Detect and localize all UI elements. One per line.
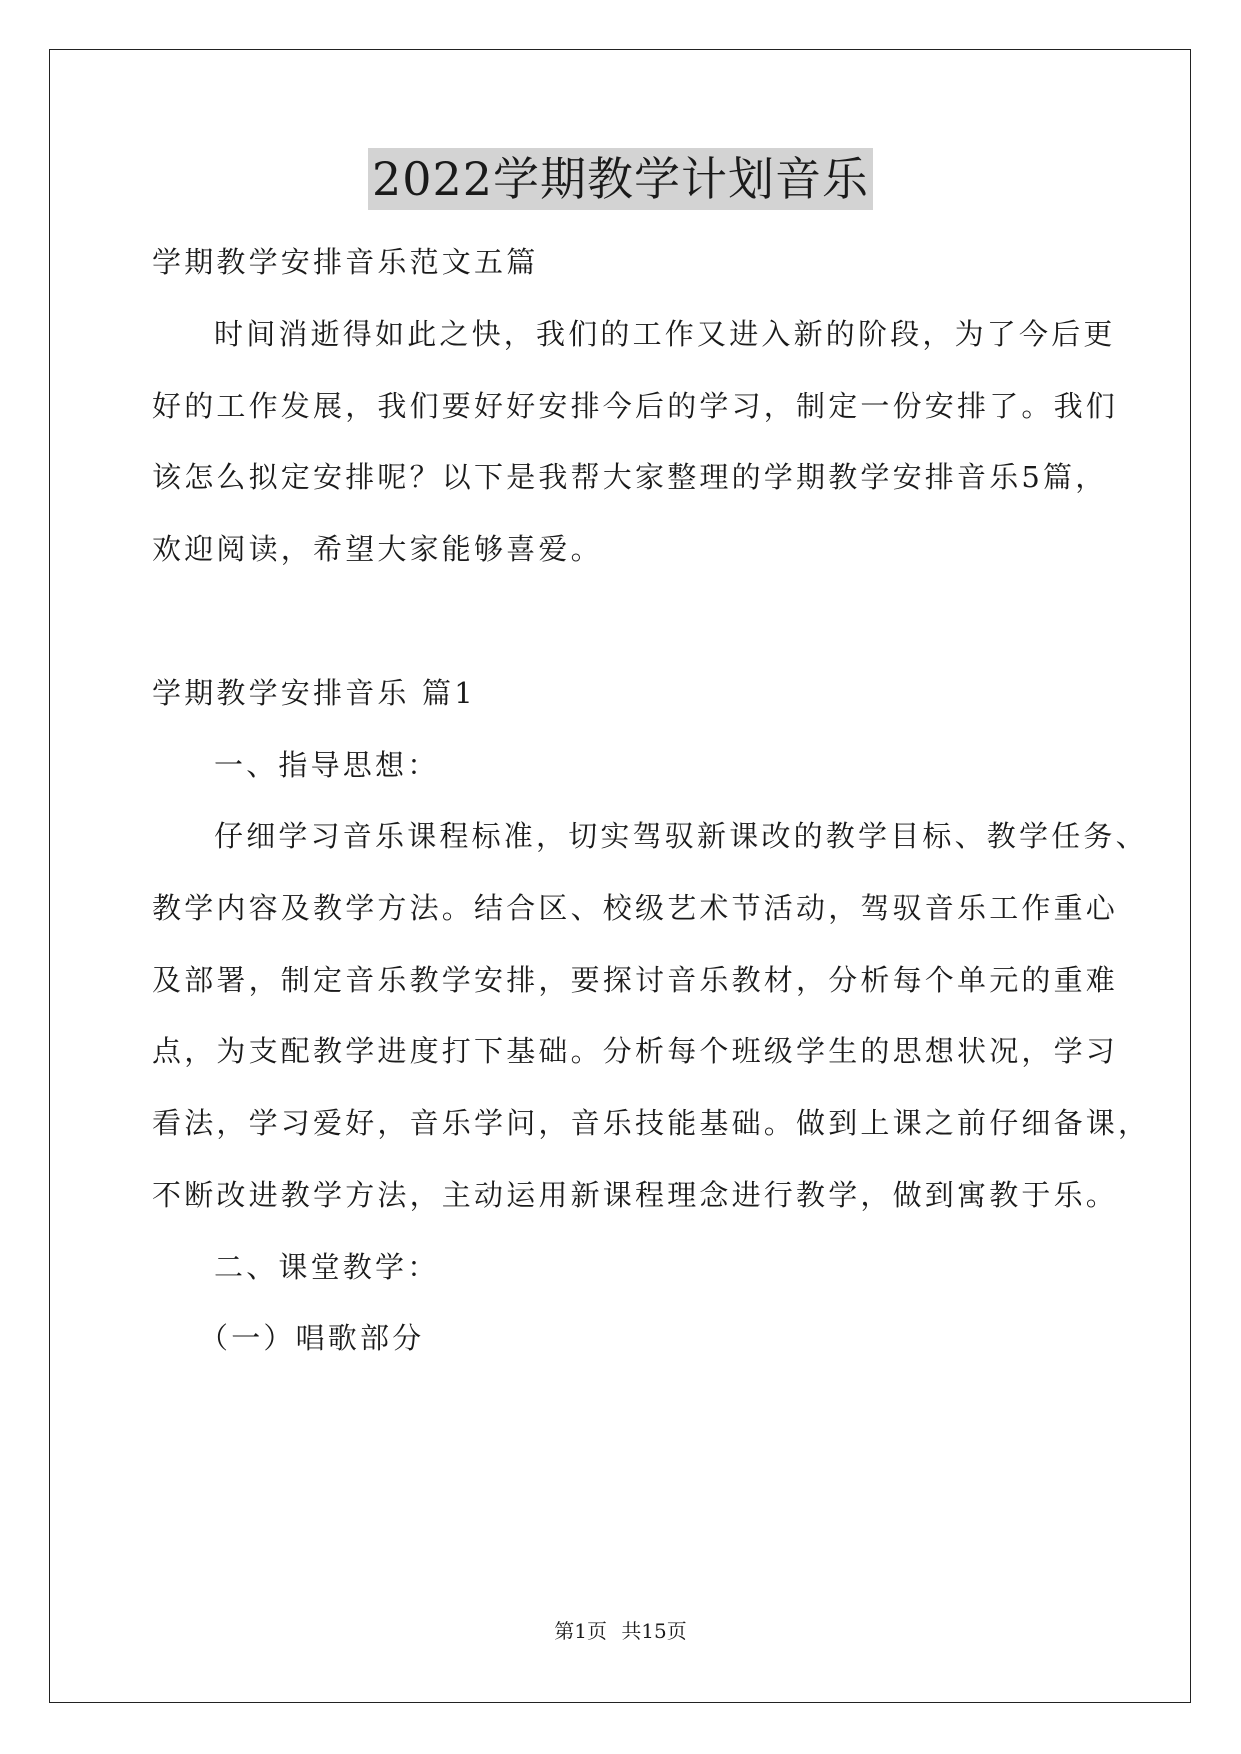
subsection-heading: 二、课堂教学： (214, 1250, 440, 1284)
page-total: 共15页 (621, 1619, 687, 1643)
title-container (0, 148, 1241, 210)
paragraph-line: 教学内容及教学方法。结合区、校级艺术节活动，驾驭音乐工作重心 (152, 891, 1119, 925)
subsection-heading: 一、指导思想： (214, 748, 440, 782)
paragraph-line: 不断改进教学方法，主动运用新课程理念进行教学，做到寓教于乐。 (152, 1178, 1119, 1212)
page-number: 第1页 (554, 1619, 607, 1643)
subsection-heading: （一）唱歌部分 (199, 1321, 425, 1355)
document-title: 2022学期教学计划音乐 (368, 148, 873, 210)
paragraph-line: 及部署，制定音乐教学安排，要探讨音乐教材，分析每个单元的重难 (152, 963, 1119, 997)
subtitle-line: 学期教学安排音乐范文五篇 (152, 245, 539, 279)
paragraph-line: 看法，学习爱好，音乐学问，音乐技能基础。做到上课之前仔细备课， (152, 1106, 1151, 1140)
page-footer (0, 1617, 1241, 1645)
paragraph-line: 仔细学习音乐课程标准，切实驾驭新课改的教学目标、教学任务、 (214, 819, 1148, 853)
page-border (49, 49, 1191, 1703)
paragraph-line: 时间消逝得如此之快，我们的工作又进入新的阶段，为了今后更 (214, 317, 1116, 351)
paragraph-line: 该怎么拟定安排呢？以下是我帮大家整理的学期教学安排音乐5篇， (152, 460, 1108, 494)
paragraph-line: 好的工作发展，我们要好好安排今后的学习，制定一份安排了。我们 (152, 389, 1119, 423)
paragraph-line: 欢迎阅读，希望大家能够喜爱。 (152, 532, 603, 566)
section-heading: 学期教学安排音乐 篇1 (152, 676, 476, 710)
paragraph-line: 点，为支配教学进度打下基础。分析每个班级学生的思想状况，学习 (152, 1034, 1119, 1068)
